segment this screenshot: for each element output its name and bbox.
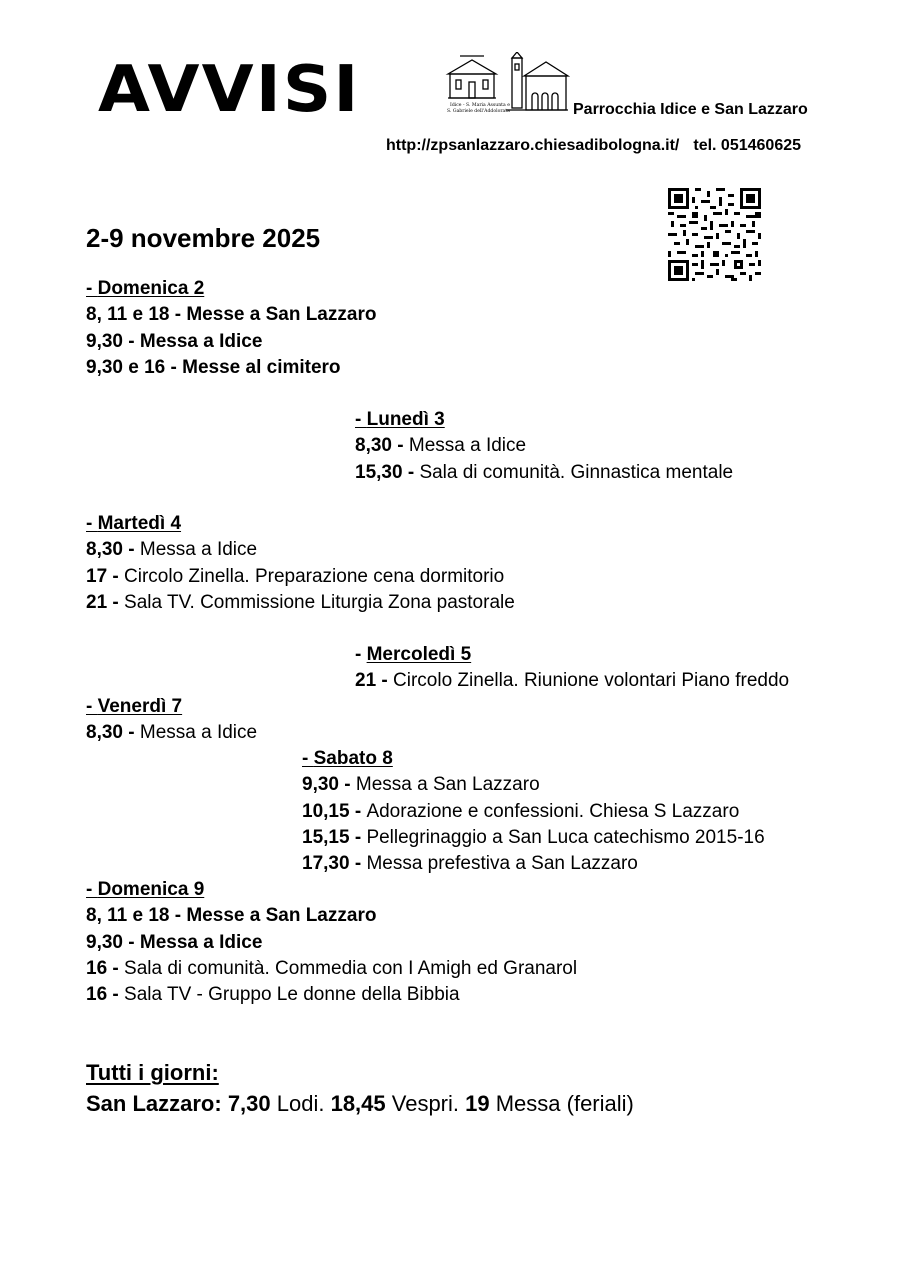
date-range: 2-9 novembre 2025 [86, 223, 321, 253]
schedule-item: 16 - Sala TV - Gruppo Le donne della Bibbia [86, 984, 460, 1006]
schedule-item: 16 - Sala di comunità. Commedia con I Amigh ed Granarol [86, 957, 578, 979]
page-title: AVVISI [98, 53, 361, 127]
church-logo [444, 52, 570, 118]
daily-heading: Tutti i giorni: [86, 1060, 219, 1085]
schedule-item: 8, 11 e 18 - Messe a San Lazzaro [86, 304, 377, 326]
day-heading: - Mercoledì 5 [355, 644, 472, 665]
website-link[interactable]: http://zpsanlazzaro.chiesadibologna.it/ [386, 137, 680, 154]
day-heading: - Sabato 8 [302, 748, 393, 769]
day-block-martedi-4 [86, 511, 515, 616]
schedule-item: 17,30 - Messa prefestiva a San Lazzaro [302, 853, 638, 875]
day-block-venerdi-7 [86, 694, 257, 747]
phone-number: tel. 051460625 [693, 137, 802, 154]
schedule-item: 10,15 - Adorazione e confessioni. Chiesa S Lazzaro [302, 800, 740, 822]
schedule-item: 8,30 - Messa a Idice [86, 722, 258, 744]
day-heading: - Domenica 9 [86, 879, 205, 900]
schedule-item: 15,15 - Pellegrinaggio a San Luca catechismo 2015-16 [302, 826, 765, 848]
schedule-item: 8,30 - Messa a Idice [355, 435, 527, 457]
logo-caption-line2: S. Gabriele dell'Addolorata [447, 109, 510, 114]
parish-name: Parrocchia Idice e San Lazzaro [573, 101, 808, 118]
day-heading: - Venerdì 7 [86, 696, 183, 717]
qr-code[interactable] [668, 188, 761, 281]
day-block-domenica-2 [86, 276, 376, 381]
schedule-item: 9,30 e 16 - Messe al cimitero [86, 356, 341, 378]
schedule-item: 9,30 - Messa a San Lazzaro [302, 774, 540, 796]
day-block-lunedi-3 [355, 407, 733, 486]
logo-caption-line1: Idice - S. Maria Assunta e [450, 103, 510, 108]
schedule-item: 9,30 - Messa a Idice [86, 931, 263, 953]
schedule-item: 9,30 - Messa a Idice [86, 330, 263, 352]
schedule-item: 8,30 - Messa a Idice [86, 539, 258, 561]
daily-schedule: San Lazzaro: 7,30 Lodi. 18,45 Vespri. 19 Messa (feriali) [86, 1091, 634, 1116]
schedule-item: 8, 11 e 18 - Messe a San Lazzaro [86, 905, 377, 927]
day-block-sabato-8 [302, 746, 765, 877]
day-heading: - Martedì 4 [86, 513, 182, 534]
schedule-item: 15,30 - Sala di comunità. Ginnastica mentale [355, 461, 734, 483]
schedule-item: 21 - Sala TV. Commissione Liturgia Zona pastorale [86, 591, 515, 613]
day-block-domenica-9 [86, 877, 577, 1008]
contact-line [386, 137, 801, 155]
day-heading: - Lunedì 3 [355, 409, 445, 430]
day-block-mercoledi-5 [355, 642, 789, 695]
schedule-item: 21 - Circolo Zinella. Riunione volontari Piano freddo [355, 670, 790, 692]
day-heading: - Domenica 2 [86, 278, 205, 299]
schedule-item: 17 - Circolo Zinella. Preparazione cena dormitorio [86, 565, 505, 587]
